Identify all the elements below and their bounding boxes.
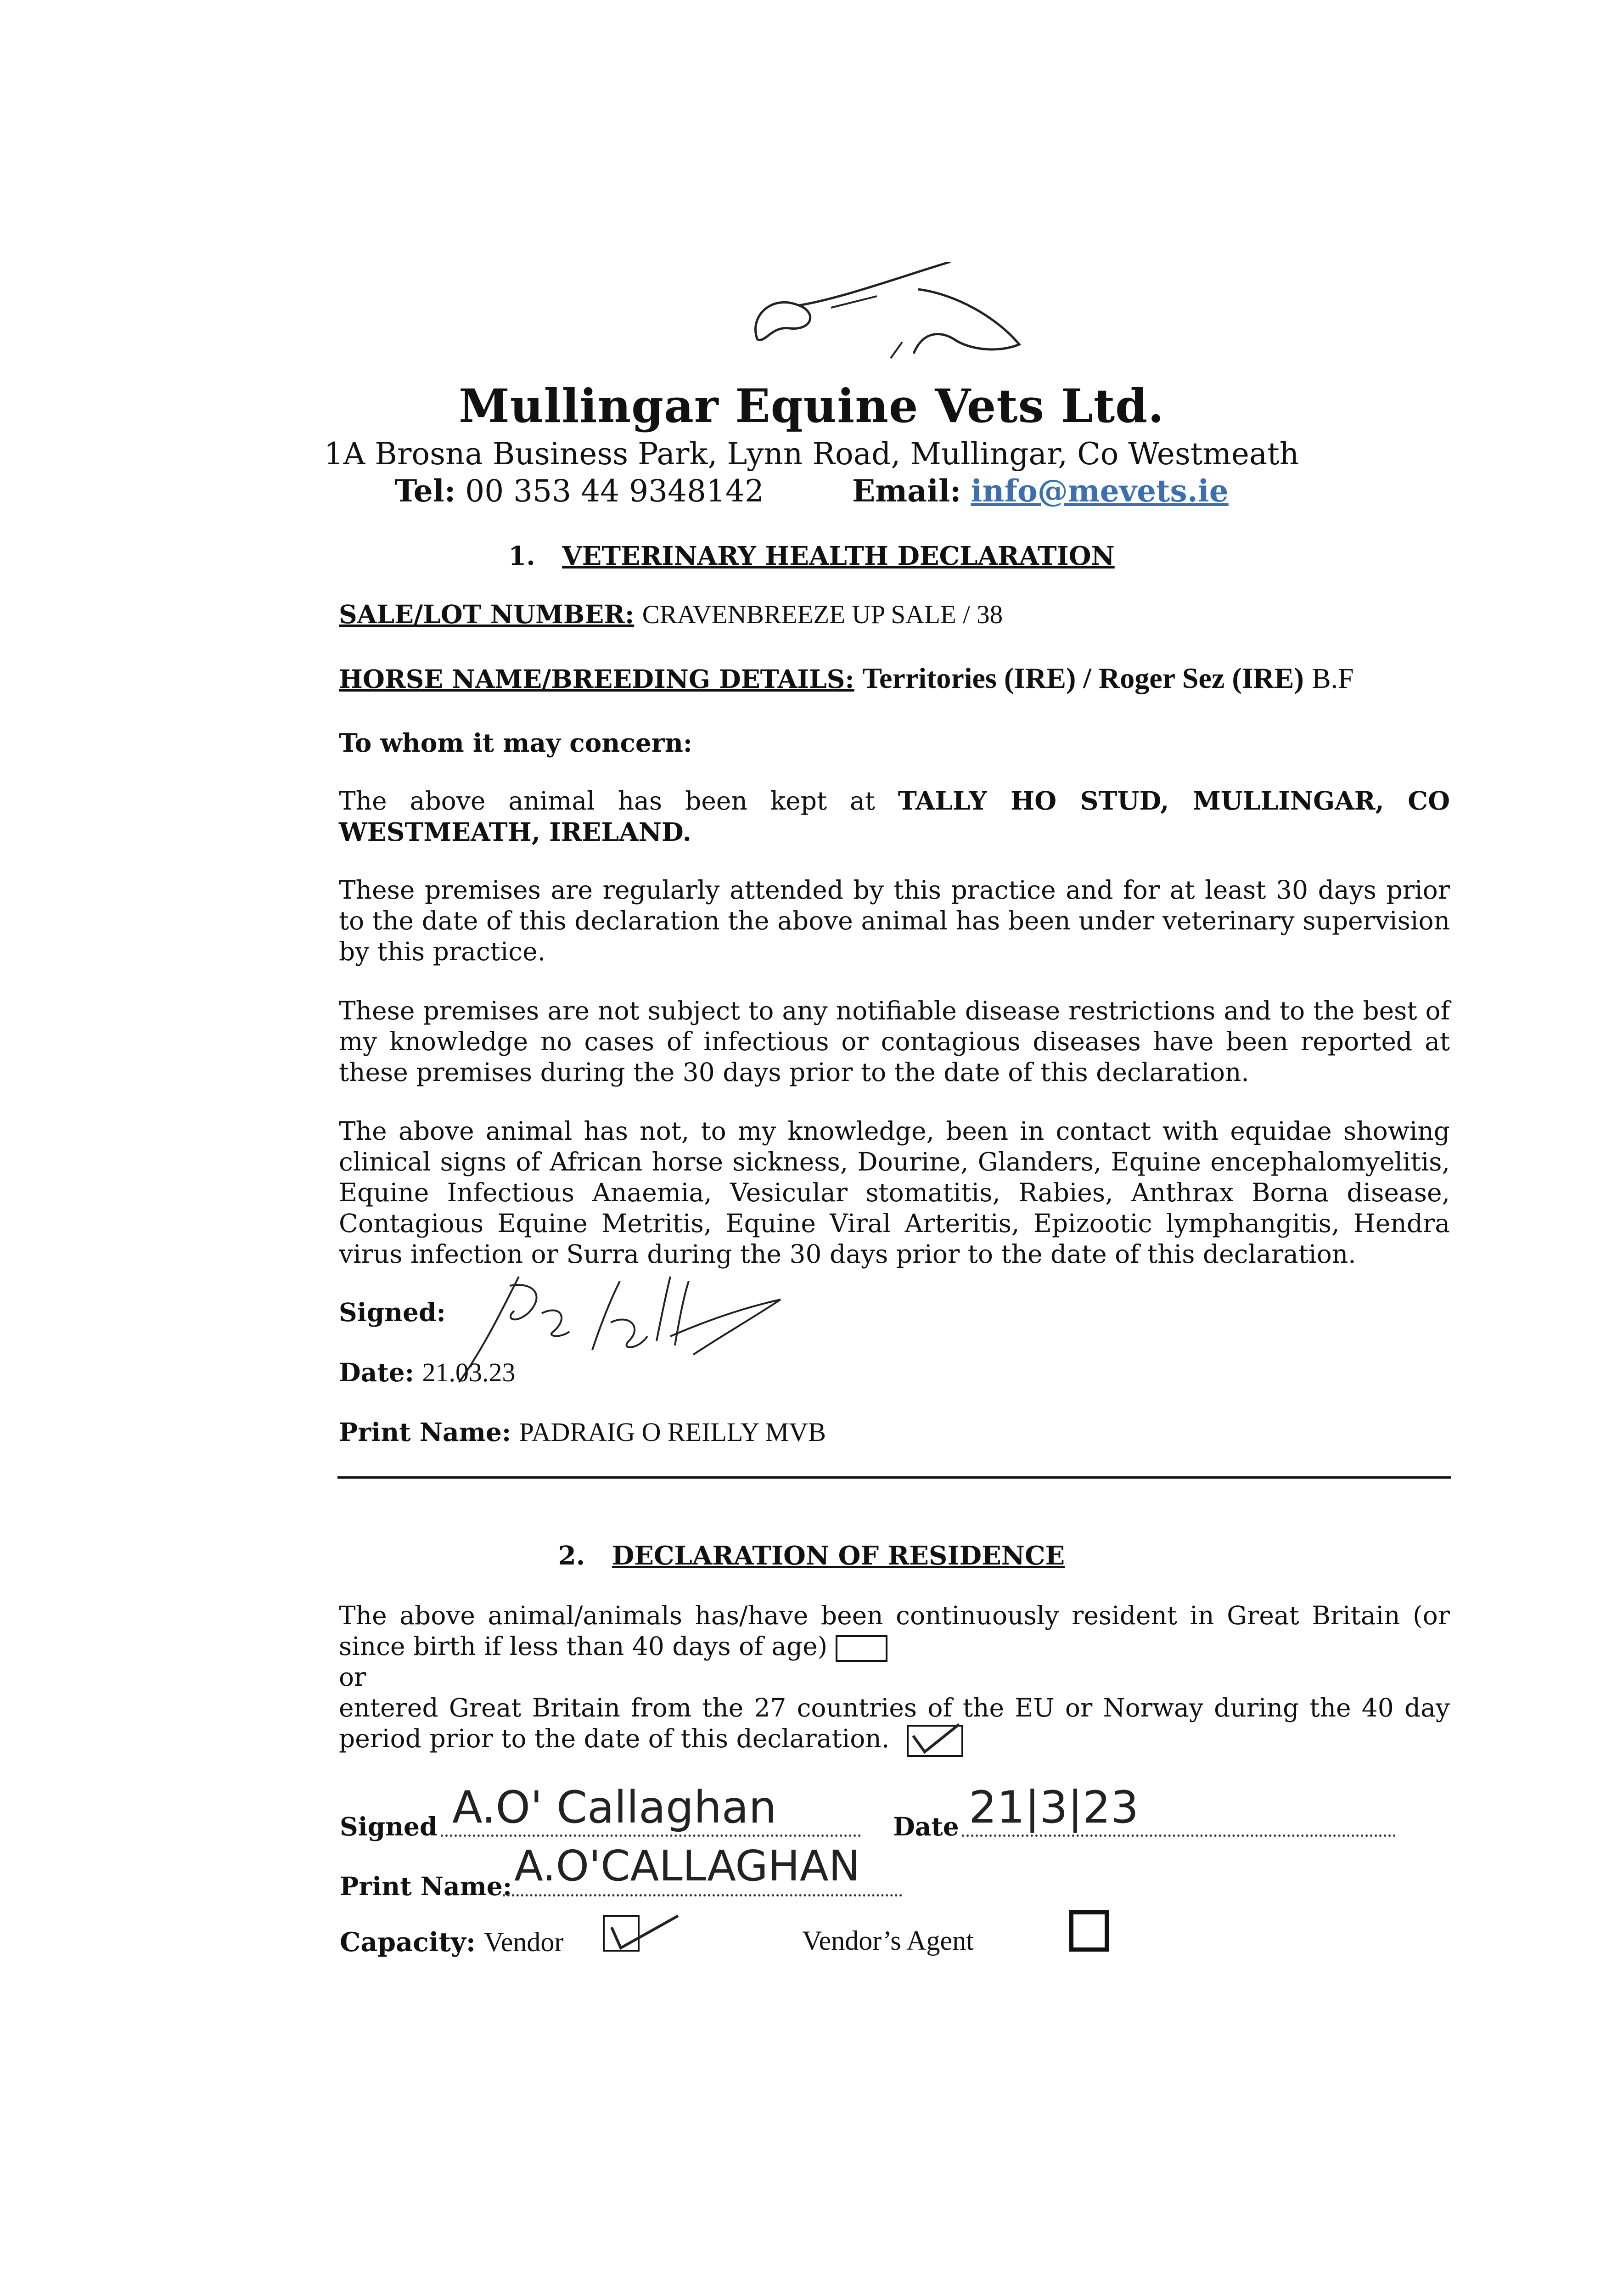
residence-or: or [339,1662,366,1692]
section1-heading [0,541,1623,571]
tel-label: Tel: [394,473,456,509]
residence-paragraph [339,1600,1450,1757]
horse-line [339,661,1354,695]
restrictions-paragraph: These premises are not subject to any notifiable disease restrictions and to the best of my knowledge no cases of infectious or contagious diseases have been reported at these premises during the 30 days prior to the date of this declaration. [339,996,1450,1087]
check-mark-icon [605,1911,692,1953]
vendor-print-name: A.O'CALLAGHAN [514,1841,860,1891]
residence-text-a: The above animal/animals has/have been continuously resident in Great Britain (or since birth if less than 40 days of age) [339,1601,1450,1661]
vet-date-label: Date: [339,1357,415,1387]
section1-title: VETERINARY HEALTH DECLARATION [562,541,1115,571]
print-dotted-line [503,1894,902,1896]
vet-print-label: Print Name: [339,1417,511,1447]
contact-paragraph: The above animal has not, to my knowledge, been in contact with equidae showing clinical signs of African horse sickness, Dourine, Glanders, Equine encephalomyelitis, Equine Infectious Anaemia, Vesicular stomatitis, Rabies, Anthrax Borna disease, Contagious Equine Metritis, Equine Viral Arteritis, Epizootic lymphangitis, Hendra virus infection or Surra during the 30 days prior to the date of this declaration. [339,1116,1450,1269]
vendor-checkbox[interactable] [603,1915,640,1952]
section2-heading [0,1541,1623,1571]
company-contact [0,473,1623,509]
section-divider [337,1476,1451,1479]
capacity-line [340,1926,563,1958]
resident-checkbox[interactable] [836,1635,887,1662]
capacity-label: Capacity: [340,1927,476,1958]
vet-signed-label: Signed: [339,1297,446,1327]
tel-value: 00 353 44 9348142 [465,473,764,509]
vendor-print-label: Print Name: [340,1871,512,1901]
residence-text-b: entered Great Britain from the 27 countries of the EU or Norway during the 40 day period prior to the date of this declaration. [339,1693,1450,1753]
vendor-date-label: Date [893,1812,959,1841]
vet-date-line [339,1357,516,1388]
section1-number: 1. [508,541,535,571]
vet-print-line [339,1417,826,1447]
section2-title: DECLARATION OF RESIDENCE [612,1541,1065,1571]
horse-label: HORSE NAME/BREEDING DETAILS: [339,664,854,694]
supervision-paragraph: These premises are regularly attended by this practice and for at least 30 days prior to the date of this declaration the above animal has been under veterinary supervision by this practice. [339,875,1450,966]
company-address: 1A Brosna Business Park, Lynn Road, Mullingar, Co Westmeath [324,436,1299,472]
sale-lot-label: SALE/LOT NUMBER: [339,599,635,629]
salutation: To whom it may concern: [339,728,693,758]
vendor-date: 21|3|23 [969,1782,1139,1833]
horse-value: Territories (IRE) / Roger Sez (IRE) [862,662,1304,694]
sale-lot-line [339,599,1003,630]
premises-paragraph [339,785,1450,848]
vet-print-value: PADRAIG O REILLY MVB [519,1417,826,1447]
horse-logo-icon [739,262,1033,367]
vet-date-value: 21.03.23 [422,1357,516,1387]
capacity-vendor-label: Vendor [484,1927,564,1957]
vendor-signature: A.O' Callaghan [452,1782,777,1833]
sale-lot-value: CRAVENBREEZE UP SALE / 38 [642,600,1003,629]
entered-checkbox[interactable] [907,1725,963,1757]
email-label: Email: [852,473,961,509]
section2-number: 2. [558,1541,585,1571]
horse-suffix: B.F [1312,663,1354,694]
company-name: Mullingar Equine Vets Ltd. [459,379,1164,433]
vendor-signed-label: Signed [340,1812,438,1841]
vendors-agent-label: Vendor’s Agent [802,1925,974,1956]
date-dotted-line [962,1835,1396,1837]
email-link[interactable]: info@mevets.ie [971,473,1229,509]
premises-location: TALLY HO STUD, MULLINGAR, CO WESTMEATH, IRELAND. [339,786,1450,847]
premises-text: The above animal has been kept at [339,786,898,816]
signed-dotted-line [441,1835,861,1837]
check-mark-icon [909,1722,961,1755]
vendors-agent-checkbox[interactable] [1069,1910,1109,1952]
